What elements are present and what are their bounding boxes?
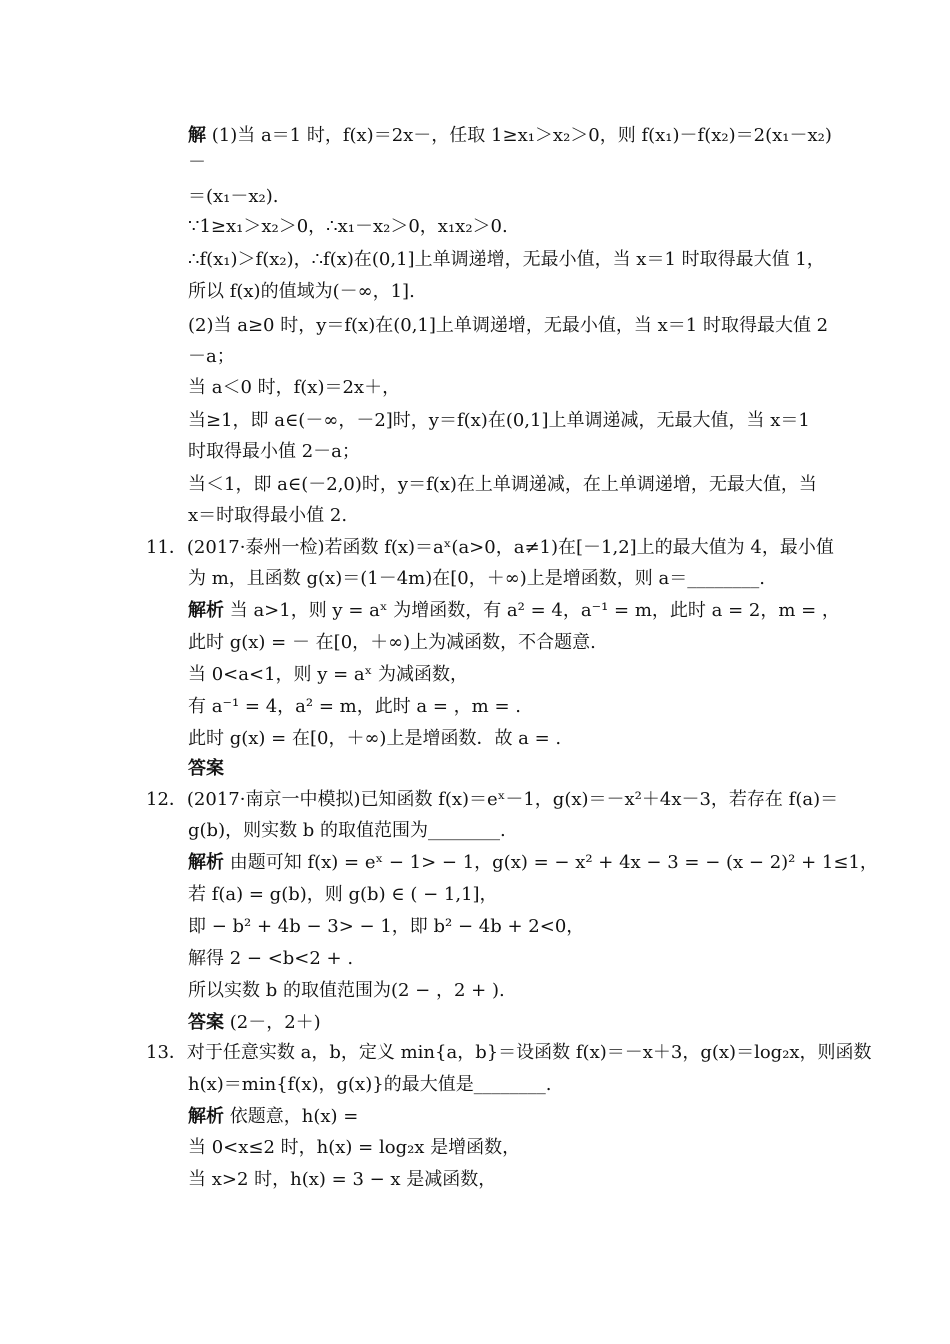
text-line: 当≥1，即 a∈(－∞，－2]时，y＝f(x)在(0,1]上单调递减，无最大值，当 x＝1 xyxy=(188,410,810,431)
bold-label: 解 xyxy=(188,125,206,146)
text-line: g(b)，则实数 b 的取值范围为________. xyxy=(188,820,506,841)
problem-12-heading: 12．(2017·南京一中模拟)已知函数 f(x)＝eˣ－1，g(x)＝－x²＋4x－3，若存在 f(a)＝ xyxy=(146,789,839,810)
text-line: － xyxy=(188,152,206,173)
text-line: x＝时取得最小值 2. xyxy=(188,505,348,526)
text-line: 解 (1)当 a＝1 时，f(x)＝2x－，任取 1≥x₁＞x₂＞0，则 f(x₁)－f(x₂)＝2(x₁－x₂) xyxy=(188,125,832,146)
text-line: 若 f(a) = g(b)，则 g(b) ∈ ( − 1,1]， xyxy=(188,884,498,905)
text-line: －a； xyxy=(188,346,235,367)
text-line: 即 − b² + 4b − 3> − 1，即 b² − 4b + 2<0， xyxy=(188,916,585,937)
text-line: 当＜1，即 a∈(－2,0)时，y＝f(x)在上单调递减，在上单调递增，无最大值，当 xyxy=(188,474,817,495)
text-line: ∴f(x₁)＞f(x₂)，∴f(x)在(0,1]上单调递增，无最小值，当 x＝1 时取得最大值 1， xyxy=(188,249,825,270)
text-line: 当 0<x≤2 时，h(x) = log₂x 是增函数， xyxy=(188,1137,521,1158)
bold-label: 解析 xyxy=(188,600,224,621)
bold-label: 解析 xyxy=(188,852,224,873)
text-line: 解析 依题意，h(x) = xyxy=(188,1106,359,1127)
text-line: 当 a＜0 时，f(x)＝2x＋， xyxy=(188,377,401,398)
text-line: 所以 f(x)的值域为(－∞，1]. xyxy=(188,281,415,302)
bold-label: 答案 xyxy=(188,758,224,779)
text-line: (2)当 a≥0 时，y＝f(x)在(0,1]上单调递增，无最小值，当 x＝1 时取得最大值 2 xyxy=(188,315,829,336)
text-line: ＝(x₁－x₂). xyxy=(188,186,279,207)
text-line: 解析 由题可知 f(x) = eˣ − 1> − 1，g(x) = − x² + 4x − 3 = − (x − 2)² + 1≤1， xyxy=(188,852,878,873)
text-line: 解得 2 − <b<2 + . xyxy=(188,948,354,969)
bold-label: 解析 xyxy=(188,1106,224,1127)
text-line: 有 a⁻¹ = 4，a² = m，此时 a = ，m = . xyxy=(188,696,521,717)
text-line xyxy=(188,758,224,780)
bold-label: 答案 xyxy=(188,1012,224,1033)
text-line: 时取得最小值 2－a； xyxy=(188,441,360,462)
text-line: h(x)＝min{f(x)，g(x)}的最大值是________. xyxy=(188,1074,552,1095)
problem-13-heading: 13．对于任意实数 a，b，定义 min{a，b}＝设函数 f(x)＝－x＋3，g(x)＝log₂x，则函数 xyxy=(146,1042,872,1063)
text-line: ∵1≥x₁＞x₂＞0，∴x₁－x₂＞0，x₁x₂＞0. xyxy=(188,216,508,237)
problem-11-heading: 11．(2017·泰州一检)若函数 f(x)＝aˣ(a>0，a≠1)在[－1,2]上的最大值为 4，最小值 xyxy=(146,537,834,558)
text-line: 此时 g(x) = 在[0，＋∞)上是增函数．故 a = . xyxy=(188,728,562,749)
text-line: 当 x>2 时，h(x) = 3 − x 是减函数， xyxy=(188,1169,497,1190)
text-line: 所以实数 b 的取值范围为(2 − ，2 + ). xyxy=(188,980,505,1001)
text-line: 为 m，且函数 g(x)＝(1－4m)在[0，＋∞)上是增函数，则 a＝________. xyxy=(188,568,765,589)
text-line: 此时 g(x) = － 在[0，＋∞)上为减函数，不合题意. xyxy=(188,632,596,653)
text-line: 解析 当 a>1，则 y = aˣ 为增函数，有 a² = 4，a⁻¹ = m，此时 a = 2，m = ， xyxy=(188,600,840,621)
text-line: 答案 (2－，2＋) xyxy=(188,1012,321,1033)
text-line: 当 0<a<1，则 y = aˣ 为减函数， xyxy=(188,664,469,685)
